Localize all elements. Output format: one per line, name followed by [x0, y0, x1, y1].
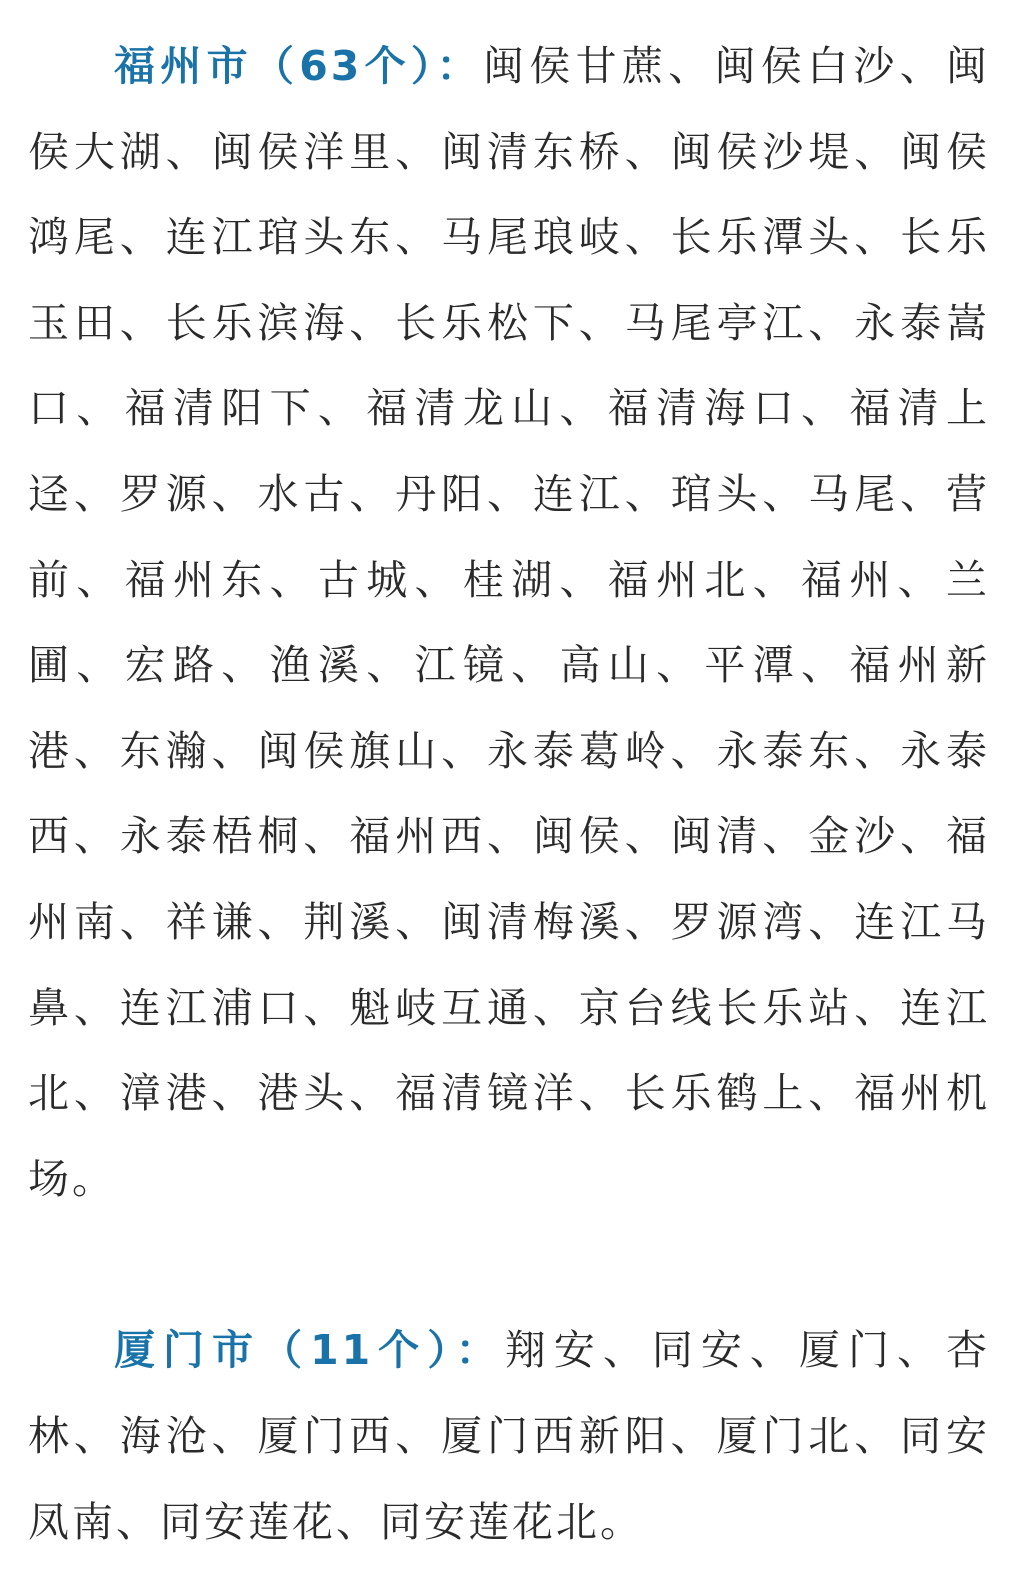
xiamen-paragraph — [28, 1308, 990, 1565]
fuzhou-paragraph — [28, 24, 990, 1222]
article-body — [28, 24, 990, 1565]
fuzhou-heading: 福州市（63个）： — [114, 42, 483, 90]
xiamen-station-list: 翔安、同安、厦门、杏林、海沧、厦门西、厦门西新阳、厦门北、同安凤南、同安莲花、同安莲花北。 — [28, 1326, 990, 1546]
fuzhou-station-list: 闽侯甘蔗、闽侯白沙、闽侯大湖、闽侯洋里、闽清东桥、闽侯沙堤、闽侯鸿尾、连江琯头东、马尾琅岐、长乐潭头、长乐玉田、长乐滨海、长乐松下、马尾亭江、永泰嵩口、福清阳下、福清龙山、福清海口、福清上迳、罗源、水古、丹阳、连江、琯头、马尾、营前、福州东、古城、桂湖、福州北、福州、兰圃、宏路、渔溪、江镜、高山、平潭、福州新港、东瀚、闽侯旗山、永泰葛岭、永泰东、永泰西、永泰梧桐、福州西、闽侯、闽清、金沙、福州南、祥谦、荆溪、闽清梅溪、罗源湾、连江马鼻、连江浦口、魁岐互通、京台线长乐站、连江北、漳港、港头、福清镜洋、长乐鹤上、福州机场。 — [28, 42, 991, 1203]
xiamen-heading: 厦门市（11个）： — [114, 1326, 505, 1375]
